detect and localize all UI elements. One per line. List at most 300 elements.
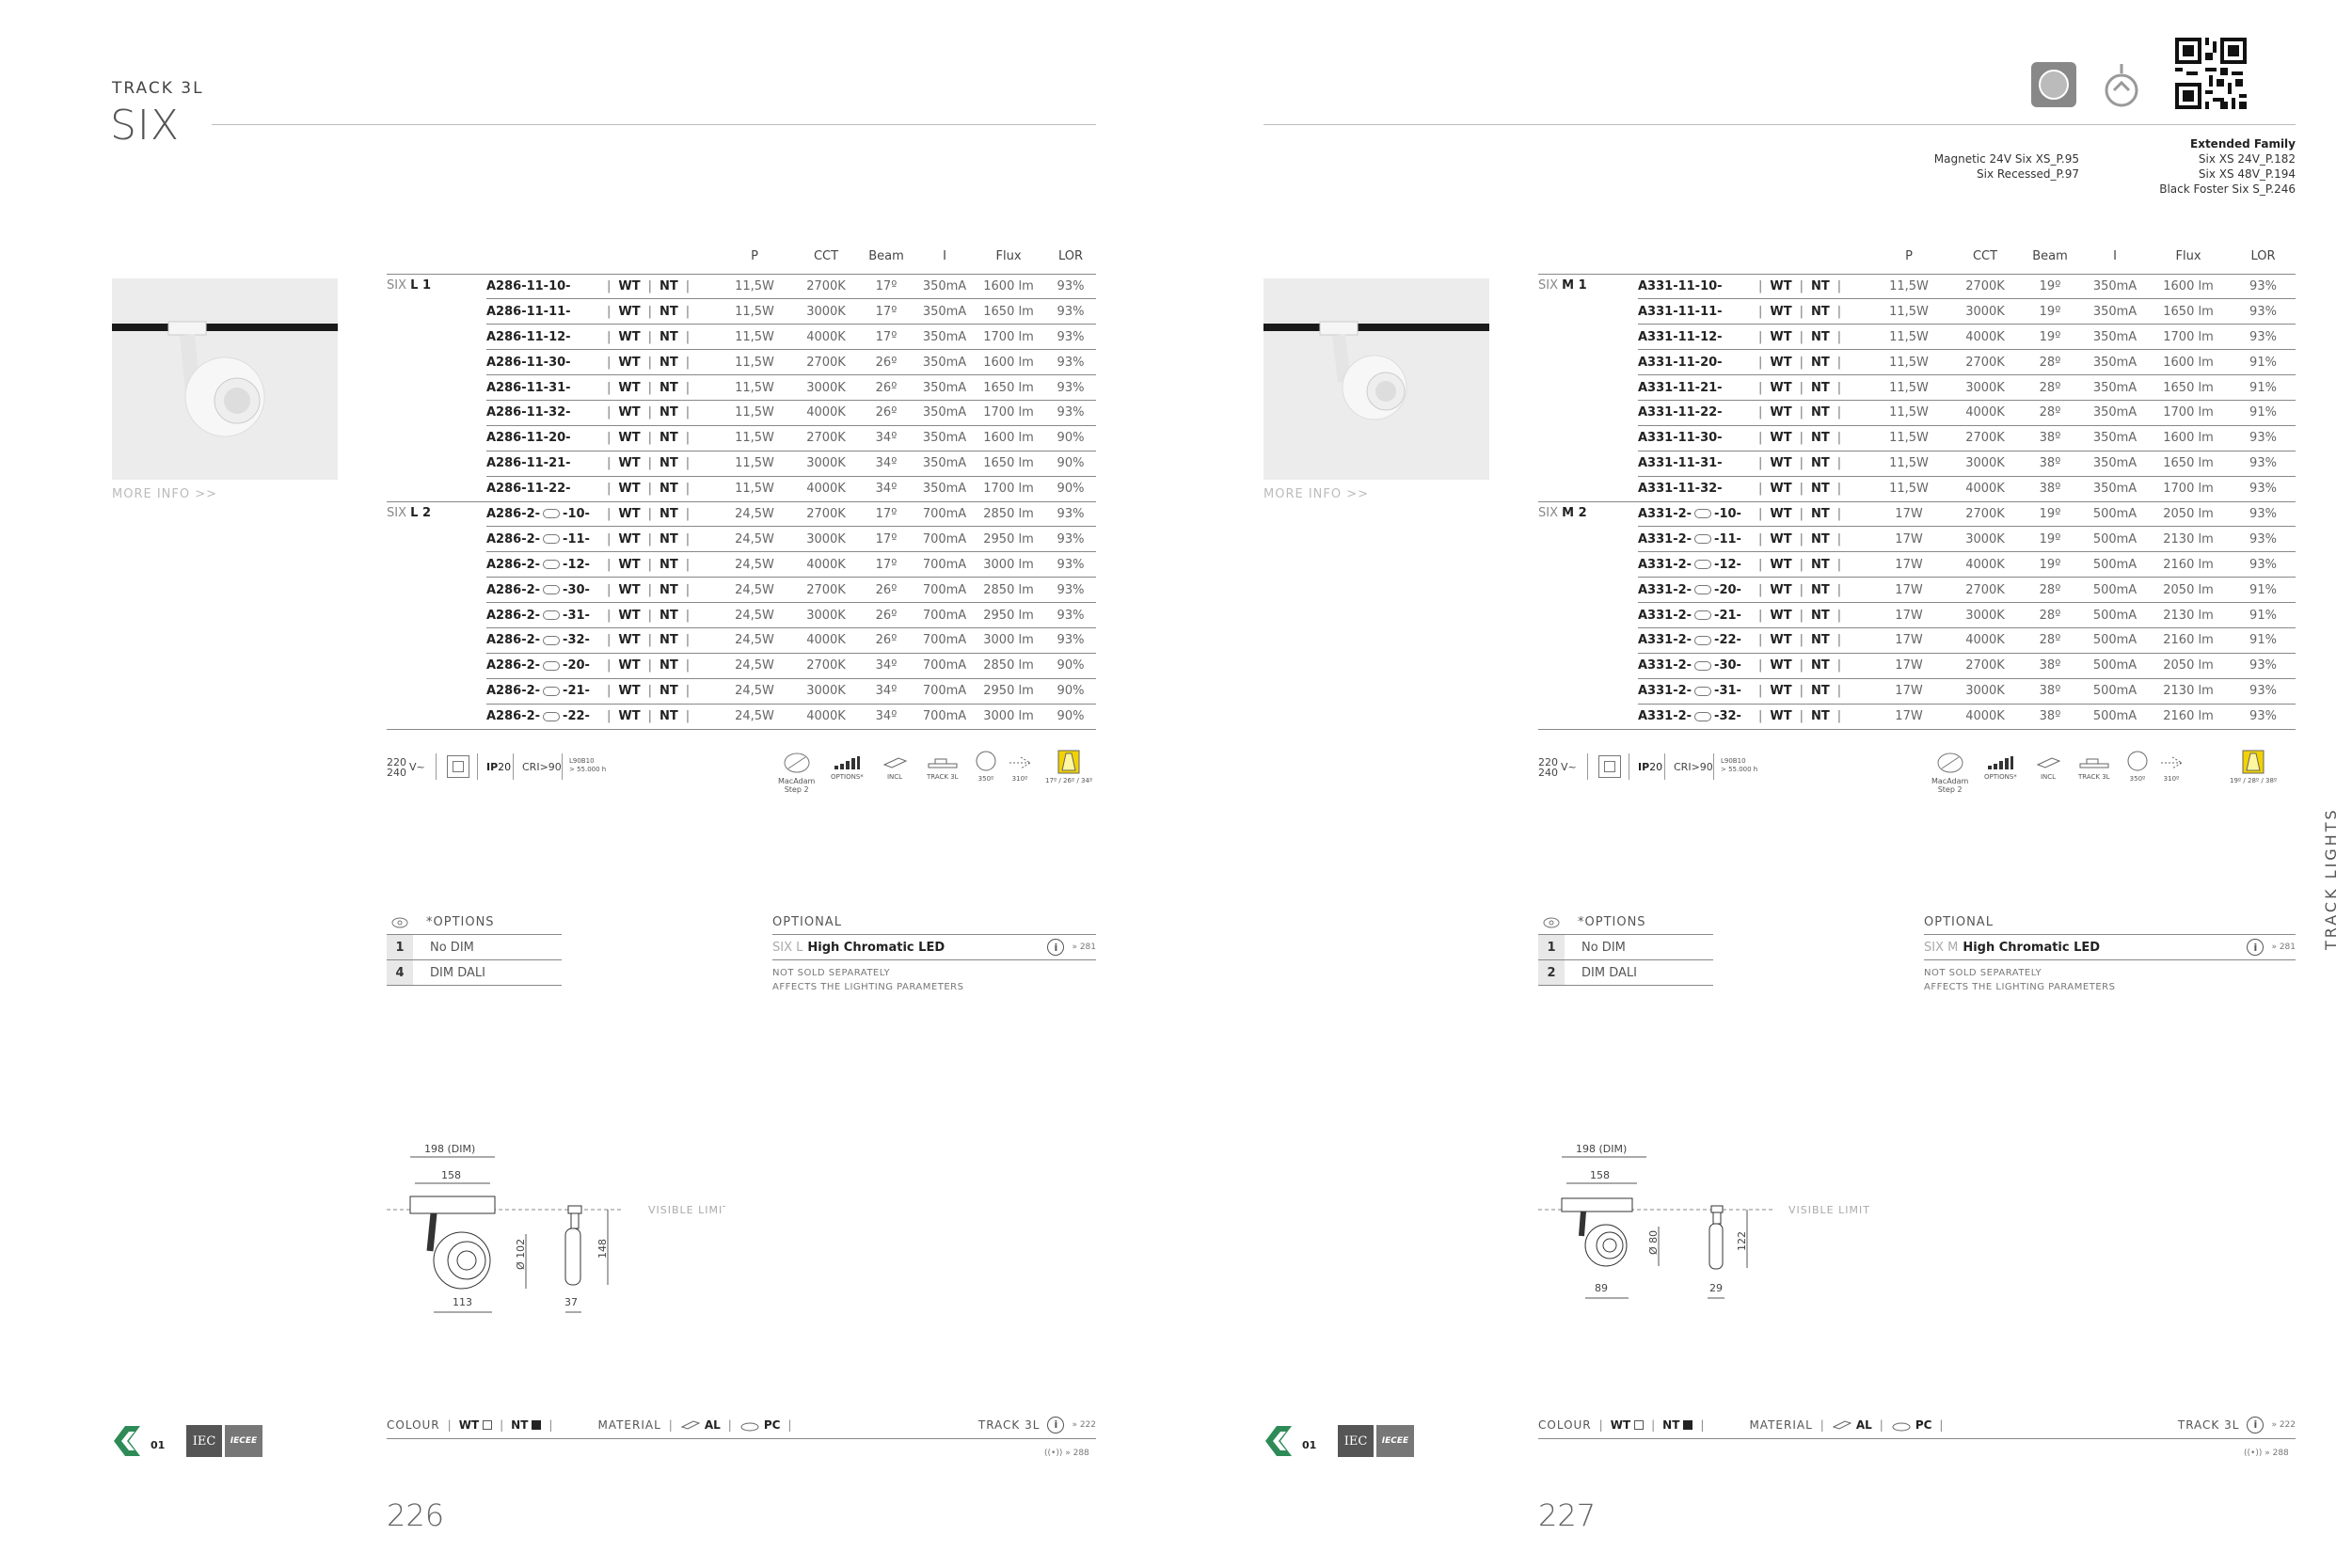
header-i: I xyxy=(943,249,946,264)
group-label-cell xyxy=(387,299,486,325)
separator: | xyxy=(607,431,612,446)
cell-cct: 4000K xyxy=(797,627,855,653)
cell-flux: 2850 lm xyxy=(972,578,1045,603)
separator: | xyxy=(1758,633,1763,648)
cell-cct: 4000K xyxy=(1954,476,2016,501)
separator: | xyxy=(1836,329,1842,344)
cell-flux: 1600 lm xyxy=(972,350,1045,375)
dim-side-label: 29 xyxy=(1709,1282,1723,1294)
separator: | xyxy=(685,405,691,420)
group-code: L 1 xyxy=(410,277,431,293)
option-row xyxy=(1538,960,1713,986)
red-dot-award-logo xyxy=(2103,60,2140,115)
separator: | xyxy=(1836,431,1842,446)
group-prefix: SIX xyxy=(387,505,406,520)
lifetime-top: L90B10 xyxy=(569,757,595,765)
white-swatch xyxy=(1634,1420,1644,1430)
finish-wt: WT xyxy=(1770,658,1792,673)
separator: | xyxy=(647,304,652,319)
product-code xyxy=(486,627,599,653)
cell-lor: 91% xyxy=(2231,350,2296,375)
info-icon[interactable]: i xyxy=(2247,939,2264,956)
finish-wt: WT xyxy=(1770,405,1792,420)
product-code xyxy=(1638,653,1751,678)
options-icon xyxy=(831,755,864,781)
cell-lor: 93% xyxy=(2231,325,2296,350)
cell-cct: 2700K xyxy=(1954,501,2016,527)
cell-i: 350mA xyxy=(2084,350,2146,375)
optional-accessory xyxy=(772,911,1096,992)
iecee-logo: IECEE xyxy=(225,1425,262,1457)
cell-i: 700mA xyxy=(917,578,972,603)
cell-lor: 90% xyxy=(1045,476,1096,501)
optional-item[interactable] xyxy=(772,935,1096,960)
product-code xyxy=(486,678,599,704)
colour-wt: WT xyxy=(1610,1418,1631,1432)
option-placeholder-icon xyxy=(543,610,560,620)
colour-nt: NT xyxy=(511,1418,529,1432)
table-row xyxy=(387,704,1096,729)
finish-options xyxy=(1751,350,1864,375)
info-icon[interactable]: i xyxy=(2247,1417,2264,1433)
option-placeholder-icon xyxy=(543,661,560,671)
cell-p: 11,5W xyxy=(712,476,797,501)
code-suffix: -21- xyxy=(1714,608,1741,623)
table-row xyxy=(1538,476,2296,501)
product-code xyxy=(1638,274,1751,299)
options-title: *OPTIONS xyxy=(426,915,495,929)
cell-i: 350mA xyxy=(2084,375,2146,401)
product-code xyxy=(1638,552,1751,578)
cell-lor: 93% xyxy=(2231,425,2296,451)
finish-options xyxy=(599,350,712,375)
macadam-step: Step 2 xyxy=(1937,785,1963,794)
table-row xyxy=(1538,451,2296,476)
finish-nt: NT xyxy=(1811,278,1830,293)
cell-beam: 19º xyxy=(2016,274,2084,299)
dim-diam-label: Ø 80 xyxy=(1647,1229,1660,1255)
finish-options xyxy=(1751,325,1864,350)
optional-note: AFFECTS THE LIGHTING PARAMETERS xyxy=(1924,982,2116,992)
code-text: A286-11-31- xyxy=(486,380,571,395)
finish-options xyxy=(1751,476,1864,501)
title-rule xyxy=(212,124,1096,125)
finish-wt: WT xyxy=(1770,431,1792,446)
more-info-link[interactable]: MORE INFO >> xyxy=(1263,487,1370,501)
code-text: A331-11-31- xyxy=(1638,456,1723,471)
driver-incl-icon xyxy=(2035,755,2061,781)
qr-code-icon[interactable] xyxy=(2175,38,2247,109)
cell-i: 350mA xyxy=(2084,274,2146,299)
cri-spec: CRI>90 xyxy=(1674,761,1713,773)
optional-item[interactable] xyxy=(1924,935,2296,960)
separator: | xyxy=(1836,531,1842,546)
product-code xyxy=(486,578,599,603)
cell-p: 24,5W xyxy=(712,603,797,628)
group-label-cell xyxy=(1538,425,1638,451)
voltage-unit: V~ xyxy=(1561,761,1577,773)
voltage-bottom: 240 xyxy=(387,767,406,779)
extended-family-link[interactable]: Six XS 24V_P.182 xyxy=(2198,152,2296,166)
ek-logo-number: 01 xyxy=(1302,1439,1317,1451)
group-label-cell xyxy=(1538,476,1638,501)
option-placeholder-icon xyxy=(543,712,560,721)
separator: | xyxy=(647,531,652,546)
cell-flux: 2160 lm xyxy=(2146,627,2231,653)
finish-wt: WT xyxy=(618,608,641,623)
separator: | xyxy=(1799,329,1804,344)
table-row xyxy=(387,400,1096,425)
finish-nt: NT xyxy=(1811,709,1830,724)
finish-nt: NT xyxy=(1811,557,1830,572)
cell-p: 11,5W xyxy=(1864,325,1954,350)
cell-lor: 93% xyxy=(2231,501,2296,527)
cell-p: 24,5W xyxy=(712,704,797,729)
group-label-cell xyxy=(387,603,486,628)
table-row xyxy=(1538,425,2296,451)
more-info-link[interactable]: MORE INFO >> xyxy=(112,487,218,501)
macadam-icon xyxy=(1931,752,1968,794)
separator: | xyxy=(1799,431,1804,446)
cell-cct: 2700K xyxy=(797,274,855,299)
optional-name: High Chromatic LED xyxy=(1963,940,2101,955)
separator: | xyxy=(685,304,691,319)
separator: | xyxy=(1799,658,1804,673)
cell-cct: 4000K xyxy=(1954,400,2016,425)
cell-flux: 1650 lm xyxy=(2146,451,2231,476)
finish-wt: WT xyxy=(1770,482,1792,497)
separator: | xyxy=(685,482,691,497)
finish-nt: NT xyxy=(660,608,678,623)
divider xyxy=(436,753,437,780)
options-label: OPTIONS* xyxy=(1984,773,2017,781)
cell-flux: 1650 lm xyxy=(972,299,1045,325)
separator: | xyxy=(607,380,612,395)
cell-p: 17W xyxy=(1864,627,1954,653)
incl-label: INCL xyxy=(886,773,903,781)
finish-wt: WT xyxy=(618,658,641,673)
extended-family-link[interactable]: Six XS 48V_P.194 xyxy=(2198,167,2296,181)
option-placeholder-icon xyxy=(1694,534,1711,544)
separator: | xyxy=(1836,456,1842,471)
cell-beam: 26º xyxy=(855,350,917,375)
dim-diam-label: Ø 102 xyxy=(515,1238,527,1270)
cell-i: 350mA xyxy=(917,476,972,501)
cell-p: 11,5W xyxy=(1864,375,1954,401)
product-code xyxy=(1638,299,1751,325)
separator: | xyxy=(1799,405,1804,420)
divider xyxy=(562,753,563,780)
cell-flux: 1600 lm xyxy=(972,274,1045,299)
code-prefix: A286-2- xyxy=(486,709,541,724)
separator: | xyxy=(1799,633,1804,648)
product-code xyxy=(486,325,599,350)
cell-beam: 26º xyxy=(855,400,917,425)
dimension-drawing xyxy=(387,1138,725,1317)
separator: | xyxy=(1758,684,1763,699)
cell-beam: 38º xyxy=(2016,678,2084,704)
beam-angles: 19º / 28º / 38º xyxy=(2230,777,2278,784)
product-code xyxy=(486,274,599,299)
option-placeholder-icon xyxy=(1694,687,1711,696)
material-al: AL xyxy=(704,1418,721,1432)
options-label: OPTIONS* xyxy=(831,773,864,781)
cell-i: 700mA xyxy=(917,527,972,552)
finish-nt: NT xyxy=(1811,329,1830,344)
cell-beam: 28º xyxy=(2016,603,2084,628)
cell-i: 350mA xyxy=(917,400,972,425)
cell-beam: 28º xyxy=(2016,400,2084,425)
code-text: A286-11-22- xyxy=(486,482,571,497)
ip-value: 20 xyxy=(1649,761,1663,773)
dim-head-label: 158 xyxy=(1590,1169,1610,1181)
ip-prefix: IP xyxy=(1638,761,1650,773)
material-pc: PC xyxy=(1915,1418,1932,1432)
header-p: P xyxy=(1905,249,1913,264)
table-row xyxy=(1538,627,2296,653)
related-family-link[interactable]: Six Recessed_P.97 xyxy=(1977,167,2079,181)
code-prefix: A286-2- xyxy=(486,582,541,597)
separator: | xyxy=(1758,506,1763,521)
dim-height-label: 122 xyxy=(1736,1231,1748,1251)
finish-wt: WT xyxy=(618,278,641,293)
sound-ref-value: 288 xyxy=(2272,1449,2289,1458)
cell-lor: 90% xyxy=(1045,451,1096,476)
table-row xyxy=(1538,274,2296,299)
separator: | xyxy=(1799,531,1804,546)
rotation-icon xyxy=(974,750,998,783)
separator: | xyxy=(1758,304,1763,319)
cell-p: 24,5W xyxy=(712,501,797,527)
finish-nt: NT xyxy=(1811,506,1830,521)
table-row xyxy=(387,552,1096,578)
separator: | xyxy=(685,658,691,673)
finish-nt: NT xyxy=(1811,531,1830,546)
separator: | xyxy=(647,709,652,724)
code-prefix: A331-2- xyxy=(1638,582,1692,597)
cell-lor: 93% xyxy=(2231,653,2296,678)
info-icon[interactable]: i xyxy=(1047,1417,1064,1433)
product-code xyxy=(1638,375,1751,401)
extended-family-link[interactable]: Black Foster Six S_P.246 xyxy=(2159,182,2296,196)
polycarbonate-icon xyxy=(1891,1418,1912,1432)
product-code xyxy=(486,527,599,552)
option-row xyxy=(387,935,562,960)
cell-p: 11,5W xyxy=(1864,299,1954,325)
cell-beam: 28º xyxy=(2016,375,2084,401)
separator: | xyxy=(1758,456,1763,471)
group-label-cell xyxy=(387,627,486,653)
separator: | xyxy=(685,709,691,724)
option-placeholder-icon xyxy=(1694,661,1711,671)
material-label: MATERIAL xyxy=(597,1418,661,1432)
table-row xyxy=(1538,678,2296,704)
table-body xyxy=(1538,274,2296,729)
tilt-icon xyxy=(2159,753,2184,783)
separator: | xyxy=(1836,506,1842,521)
code-suffix: -10- xyxy=(563,506,590,521)
material-label: MATERIAL xyxy=(1749,1418,1813,1432)
cell-beam: 34º xyxy=(855,704,917,729)
separator: | xyxy=(647,355,652,370)
cell-i: 500mA xyxy=(2084,653,2146,678)
incl-label: INCL xyxy=(2040,773,2057,781)
related-family-link[interactable]: Magnetic 24V Six XS_P.95 xyxy=(1933,152,2079,166)
cell-p: 24,5W xyxy=(712,627,797,653)
track-label: TRACK 3L xyxy=(2078,773,2110,781)
divider xyxy=(1664,753,1665,780)
finish-options xyxy=(599,653,712,678)
separator: | xyxy=(685,684,691,699)
cell-flux: 1700 lm xyxy=(2146,400,2231,425)
option-placeholder-icon xyxy=(1694,636,1711,645)
finish-wt: WT xyxy=(1770,329,1792,344)
cell-i: 700mA xyxy=(917,627,972,653)
driver-incl-icon xyxy=(882,755,908,781)
product-code xyxy=(1638,325,1751,350)
code-text: A286-11-12- xyxy=(486,329,571,344)
cell-cct: 4000K xyxy=(1954,552,2016,578)
cell-p: 11,5W xyxy=(1864,425,1954,451)
dim-width-label: 89 xyxy=(1595,1282,1608,1294)
separator: | xyxy=(685,431,691,446)
cell-i: 350mA xyxy=(917,375,972,401)
finish-options xyxy=(1751,400,1864,425)
colour-label: COLOUR xyxy=(1538,1418,1592,1432)
code-prefix: A331-2- xyxy=(1638,531,1692,546)
group-label-cell xyxy=(1538,704,1638,729)
finish-nt: NT xyxy=(660,658,678,673)
finish-nt: NT xyxy=(1811,482,1830,497)
cell-lor: 93% xyxy=(2231,704,2296,729)
dim-height-label: 148 xyxy=(596,1239,609,1259)
code-suffix: -30- xyxy=(1714,658,1741,673)
separator: | xyxy=(1836,709,1842,724)
code-text: A331-11-21- xyxy=(1638,380,1723,395)
spec-table xyxy=(1538,240,2296,730)
group-label-cell xyxy=(387,350,486,375)
table-row xyxy=(1538,400,2296,425)
finish-nt: NT xyxy=(660,531,678,546)
group-label-cell xyxy=(1538,552,1638,578)
cell-lor: 93% xyxy=(1045,627,1096,653)
separator: | xyxy=(685,557,691,572)
finish-nt: NT xyxy=(1811,608,1830,623)
table-row xyxy=(387,501,1096,527)
group-label-cell xyxy=(387,501,486,527)
table-header-row xyxy=(387,240,1096,274)
finish-nt: NT xyxy=(1811,431,1830,446)
cell-beam: 34º xyxy=(855,476,917,501)
finish-options xyxy=(599,627,712,653)
separator: | xyxy=(1836,355,1842,370)
group-label-cell xyxy=(1538,527,1638,552)
option-placeholder-icon xyxy=(543,687,560,696)
group-prefix: SIX xyxy=(387,277,406,293)
code-prefix: A286-2- xyxy=(486,531,541,546)
finish-nt: NT xyxy=(1811,380,1830,395)
code-suffix: -10- xyxy=(1714,506,1741,521)
finish-nt: NT xyxy=(1811,582,1830,597)
separator: | xyxy=(1799,380,1804,395)
table-row xyxy=(387,678,1096,704)
cell-p: 11,5W xyxy=(712,400,797,425)
track-ref-value: 222 xyxy=(1079,1419,1096,1430)
header-lor: LOR xyxy=(2250,249,2276,264)
finish-options xyxy=(599,552,712,578)
finish-options xyxy=(599,578,712,603)
finish-options xyxy=(599,451,712,476)
finish-wt: WT xyxy=(618,329,641,344)
option-placeholder-icon xyxy=(543,636,560,645)
group-label-cell xyxy=(1538,325,1638,350)
group-label-cell xyxy=(387,274,486,299)
cell-flux: 2850 lm xyxy=(972,501,1045,527)
cell-flux: 1700 lm xyxy=(2146,325,2231,350)
cell-cct: 2700K xyxy=(1954,425,2016,451)
ip-prefix: IP xyxy=(486,761,499,773)
cell-i: 350mA xyxy=(2084,325,2146,350)
group-label-cell xyxy=(1538,375,1638,401)
group-label-cell xyxy=(1538,299,1638,325)
cell-flux: 3000 lm xyxy=(972,627,1045,653)
beam-angles: 17º / 26º / 34º xyxy=(1045,777,1093,784)
sound-ref-value: 288 xyxy=(1073,1449,1089,1458)
table-row xyxy=(387,375,1096,401)
optional-page-ref: » 281 xyxy=(2271,942,2296,952)
finish-nt: NT xyxy=(660,355,678,370)
cell-beam: 17º xyxy=(855,527,917,552)
voltage-bottom: 240 xyxy=(1538,767,1558,779)
cell-beam: 34º xyxy=(855,425,917,451)
separator: | xyxy=(1799,709,1804,724)
options-title: *OPTIONS xyxy=(1578,915,1646,929)
separator: | xyxy=(1799,456,1804,471)
cell-i: 500mA xyxy=(2084,578,2146,603)
separator: | xyxy=(1836,405,1842,420)
cell-flux: 1700 lm xyxy=(972,400,1045,425)
visible-limit-label: VISIBLE LIMIT xyxy=(648,1204,725,1216)
cell-cct: 3000K xyxy=(797,375,855,401)
track-ref-value: 222 xyxy=(2279,1419,2296,1430)
footer-info-bar: COLOUR | WT | NT | MATERIAL | AL | PC | TRACK 3L i » 222 xyxy=(1538,1411,2296,1439)
cell-lor: 93% xyxy=(2231,527,2296,552)
separator: | xyxy=(607,456,612,471)
track-page-ref: » 222 xyxy=(2271,1419,2296,1430)
code-suffix: -31- xyxy=(1714,684,1741,699)
cell-lor: 93% xyxy=(1045,274,1096,299)
table-row xyxy=(1538,603,2296,628)
cell-beam: 26º xyxy=(855,375,917,401)
header-lor: LOR xyxy=(1057,249,1084,264)
info-icon[interactable]: i xyxy=(1047,939,1064,956)
option-label: No DIM xyxy=(1581,940,1626,955)
separator: | xyxy=(1799,608,1804,623)
cell-lor: 93% xyxy=(1045,552,1096,578)
colour-wt: WT xyxy=(458,1418,480,1432)
cell-p: 24,5W xyxy=(712,527,797,552)
separator: | xyxy=(1836,684,1842,699)
code-suffix: -20- xyxy=(1714,582,1741,597)
finish-nt: NT xyxy=(660,582,678,597)
product-code xyxy=(1638,476,1751,501)
cell-beam: 17º xyxy=(855,501,917,527)
cell-p: 11,5W xyxy=(712,325,797,350)
cell-beam: 17º xyxy=(855,299,917,325)
separator: | xyxy=(1758,608,1763,623)
macadam-label: MacAdam xyxy=(778,777,816,785)
group-label-cell xyxy=(1538,678,1638,704)
